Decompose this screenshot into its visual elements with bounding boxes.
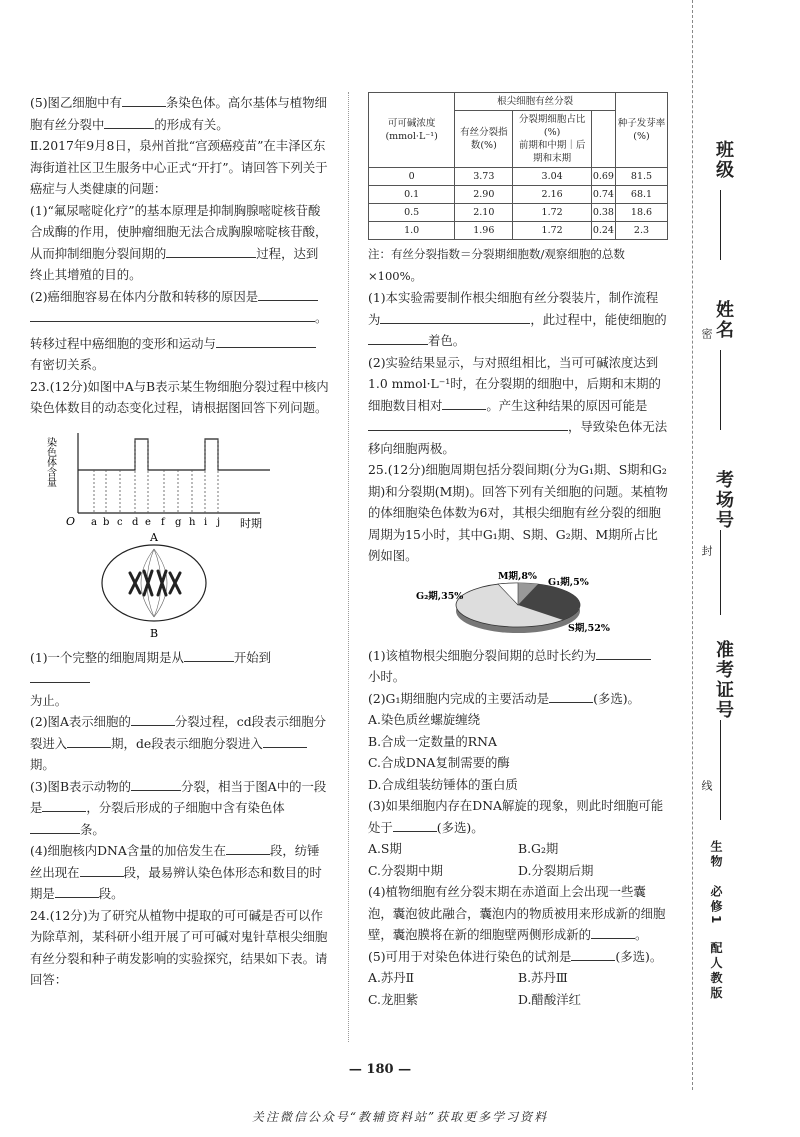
q25-question-5: (5)可用于对染色体进行染色的试剂是 (多选)。 <box>368 946 668 968</box>
pie-chart <box>368 571 668 641</box>
figure-a-tick: i <box>204 516 208 528</box>
q25-q2-option: D.合成组装纺锤体的蛋白质 <box>368 776 518 792</box>
figure-a-tick: f <box>161 516 165 528</box>
right-column <box>368 92 668 1010</box>
figure-a-tick: a <box>91 516 97 528</box>
class-line <box>720 190 721 260</box>
footer-note: 关注微信公众号“教辅资料站”获取更多学习资料 <box>251 1110 549 1124</box>
table-header-index: 有丝分裂指数(%) <box>455 111 513 168</box>
figure-a-label: A <box>150 530 158 544</box>
figure-a-origin: O <box>66 514 76 528</box>
figure-a-tick: j <box>217 516 221 528</box>
id-line <box>720 720 721 820</box>
figure-a-curve <box>78 439 270 470</box>
part-ii-intro: Ⅱ.2017年9月8日，泉州首批“宫颈癌疫苗”在丰泽区东海街道社区卫生服务中心正式“开打”。请回答下列关于癌症与人类健康的问题： <box>30 138 328 196</box>
room-line <box>720 530 721 615</box>
figure-a-tick: b <box>103 516 110 528</box>
feng-mark: 封 <box>700 545 713 556</box>
id-label: 准考证号 <box>713 640 734 720</box>
q25-q2-option: C.合成DNA复制需要的酶 <box>368 755 510 770</box>
table-header-group: 根尖细胞有丝分裂 <box>455 93 616 111</box>
figure-a-tick: d <box>132 516 139 528</box>
figure-b-label: B <box>150 626 159 640</box>
mi-mark: 密 <box>700 328 713 339</box>
q25-question-1: (1)该植物根尖细胞分裂间期的总时长约为 小时。 <box>368 645 668 688</box>
table-note: 注：有丝分裂指数＝分裂期细胞数/观察细胞的总数×100%。 <box>368 247 625 283</box>
q25-title: 25.(12分)细胞周期包括分裂间期(分为G₁期、S期和G₂期)和分裂期(M期)。回答下列有关细胞的问题。某植物的体细胞染色体数为6对，其根尖细胞有丝分裂的细胞周期为15小时，其中G₁期、S期、G₂期、M期所占比例如图。 <box>368 462 668 563</box>
q24-question-2: (2)实验结果显示，与对照组相比，当可可碱浓度达到1.0 mmol·L⁻¹时，在分裂期的细胞中，后期和末期的细胞数目相对 。产生这种结果的原因可能是 ，导致染色体无法移向细胞两极。 <box>368 354 668 456</box>
q25-q5-options: A.苏丹Ⅱ B.苏丹Ⅲ <box>368 970 568 985</box>
pie-label-m: M期,8% <box>498 570 537 582</box>
table-header-conc: 可可碱浓度(mmol·L⁻¹) <box>369 93 455 168</box>
q23-question-2: (2)图A表示细胞的 分裂过程，cd段表示细胞分裂进入 期，de段表示细胞分裂进入期。 <box>30 711 330 776</box>
q25-q3-options: C.分裂期中期 D.分裂期后期 <box>368 862 594 878</box>
q25-q5-options: C.龙胆紫 D.醋酸洋红 <box>368 991 581 1007</box>
q5-text: (5)图乙细胞中有 条染色体。高尔基体与植物细胞有丝分裂中 的形成有关。 <box>30 92 330 135</box>
room-label: 考场号 <box>713 470 734 530</box>
data-table <box>368 92 668 240</box>
q25-question-4: (4)植物细胞有丝分裂末期在赤道面上会出现一些囊泡，囊泡彼此融合，囊泡内的物质被用来形成新的细胞壁，囊泡膜将在新的细胞壁两侧形成新的 。 <box>368 884 666 942</box>
table-row: 1.0 1.96 1.72 0.24 2.3 <box>369 222 668 240</box>
table-header-germ: 种子发芽率(%) <box>615 93 667 168</box>
column-divider <box>348 92 349 1042</box>
q24-question-1: (1)本实验需要制作根尖细胞有丝分裂装片，制作流程为 ，此过程中，能使细胞的 着色。 <box>368 290 667 348</box>
class-label: 班级 <box>713 140 734 180</box>
p2-question-2: (2)癌细胞容易在体内分散和转移的原因是 。 <box>30 286 330 329</box>
figure-b-cell <box>102 545 206 640</box>
left-column <box>30 92 330 991</box>
pie-label-s: S期,52% <box>568 622 610 634</box>
q25-q2-option: A.染色质丝螺旋缠绕 <box>368 712 481 727</box>
xian-mark: 线 <box>700 780 713 791</box>
table-header-blank <box>591 111 615 168</box>
q25-q3-options: A.S期 B.G₂期 <box>368 841 559 856</box>
table-row: 0.5 2.10 1.72 0.38 18.6 <box>369 204 668 222</box>
table-header-ratio: 分裂期细胞占比(%) 前期和中期｜后期和末期 <box>513 111 591 168</box>
figure-a-ylabel: 染色体含量 <box>44 436 56 487</box>
table-row: 0 3.73 3.04 0.69 81.5 <box>369 168 668 186</box>
figure-a-tick: c <box>117 516 123 528</box>
q23-question-1: (1)一个完整的细胞周期是从 开始到 为止。 <box>30 647 330 712</box>
figure-a-tick: e <box>145 516 151 528</box>
table-row: 0.1 2.90 2.16 0.74 68.1 <box>369 186 668 204</box>
name-line <box>720 350 721 430</box>
q23-title: 23.(12分)如图中A与B表示某生物细胞分裂过程中核内染色体数目的动态变化过程，请根据图回答下列问题。 <box>30 378 329 415</box>
figure-a-xlabel: 时期 <box>240 516 262 530</box>
subject-label: 生物 必修1 配人教版 <box>709 840 723 1002</box>
figure-a-tick: h <box>189 516 196 528</box>
figure-a-b <box>30 425 330 645</box>
pie-label-g2: G₂期,35% <box>416 590 464 602</box>
pie-label-g1: G₁期,5% <box>548 576 589 588</box>
sidebar <box>690 0 800 1100</box>
q25-question-3: (3)如果细胞内存在DNA解旋的现象，则此时细胞可能处于 (多选)。 <box>368 798 664 835</box>
q24-title: 24.(12分)为了研究从植物中提取的可可碱是否可以作为除草剂，某科研小组开展了可可碱对鬼针草根尖细胞有丝分裂和种子萌发影响的实验探究，结果如下表。请回答： <box>30 907 328 987</box>
name-label: 姓名 <box>713 300 734 340</box>
figure-a-tick: g <box>175 516 182 528</box>
p2-question-1: (1)“氟尿嘧啶化疗”的基本原理是抑制胸腺嘧啶核苷酸合成酶的作用，使肿瘤细胞无法合成胸腺嘧啶核苷酸，从而抑制细胞分裂间期的 过程，达到终止其增殖的目的。 <box>30 202 328 282</box>
figure-a-chart <box>45 433 271 544</box>
q23-question-4: (4)细胞核内DNA含量的加倍发生在 段，纺锤丝出现在 段，最易辨认染色体形态和数目的时期是 段。 <box>30 840 330 905</box>
q23-question-3: (3)图B表示动物的 分裂，相当于图A中的一段是 ，分裂后形成的子细胞中含有染色体 条。 <box>30 776 330 841</box>
q25-question-2: (2)G₁期细胞内完成的主要活动是 (多选)。 <box>368 688 668 710</box>
page-number: — 180 — <box>348 1062 412 1077</box>
q25-q2-option: B.合成一定数量的RNA <box>368 733 497 749</box>
p2-question-2-cont: 转移过程中癌细胞的变形和运动与 有密切关系。 <box>30 333 330 376</box>
